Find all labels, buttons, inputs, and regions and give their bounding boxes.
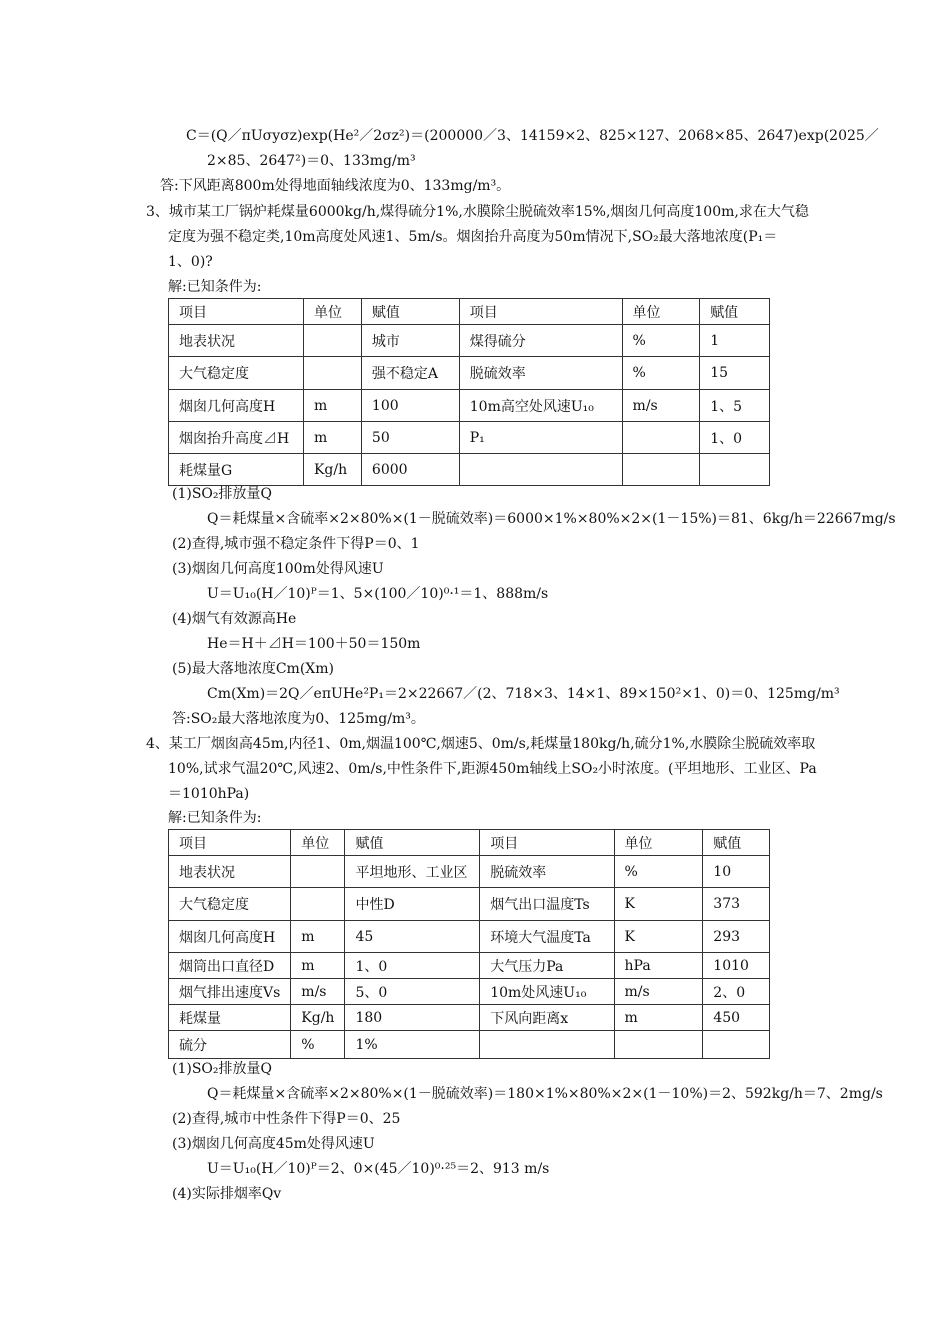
answer-line: 答:SO₂最大落地浓度为0、125mg/m³。 xyxy=(172,711,425,727)
solution-step: (2)查得,城市中性条件下得P＝0、25 xyxy=(172,1111,401,1127)
table-cell: 大气稳定度 xyxy=(169,357,304,390)
table-cell: 煤得硫分 xyxy=(459,325,622,357)
header-cell: 项目 xyxy=(459,299,622,325)
table-row xyxy=(169,325,770,357)
solution-step: (4)烟气有效源高He xyxy=(172,611,297,627)
table-row xyxy=(169,888,770,921)
table-cell: 烟囱几何高度H xyxy=(169,390,304,422)
header-cell: 项目 xyxy=(169,299,304,325)
table-cell: 下风向距离x xyxy=(480,1005,614,1031)
table-cell: Kg/h xyxy=(303,454,361,486)
table-cell: 5、0 xyxy=(345,979,480,1005)
table-cell: % xyxy=(291,1031,345,1059)
table-cell: % xyxy=(614,856,703,888)
table-cell: 373 xyxy=(703,888,770,921)
table-cell: P₁ xyxy=(459,422,622,454)
solution-formula: Q＝耗煤量×含硫率×2×80%×(1－脱硫效率)＝6000×1%×80%×2×(1－15%)＝81、6kg/h＝22667mg/s xyxy=(207,511,896,527)
solution-step: (3)烟囱几何高度45m处得风速U xyxy=(172,1136,375,1152)
table-cell: 450 xyxy=(703,1005,770,1031)
table-cell: 100 xyxy=(361,390,459,422)
table-header-row xyxy=(169,830,770,856)
table-row xyxy=(169,921,770,953)
table-cell: 45 xyxy=(345,921,480,953)
header-cell: 项目 xyxy=(480,830,614,856)
table-cell: 烟囱几何高度H xyxy=(169,921,291,953)
table-cell: m xyxy=(614,1005,703,1031)
table-cell: K xyxy=(614,921,703,953)
table-cell: m/s xyxy=(614,979,703,1005)
table-cell: 烟气排出速度Vs xyxy=(169,979,291,1005)
solution-step: (1)SO₂排放量Q xyxy=(172,486,272,502)
header-cell: 赋值 xyxy=(703,830,770,856)
solution-step: (5)最大落地浓度Cm(Xm) xyxy=(172,661,334,677)
table-cell xyxy=(291,856,345,888)
table-cell: 293 xyxy=(703,921,770,953)
table-cell: 1、5 xyxy=(700,390,770,422)
solution-formula: U＝U₁₀(H／10)ᴾ＝2、0×(45／10)⁰·²⁵＝2、913 m/s xyxy=(207,1161,550,1177)
table-cell: 脱硫效率 xyxy=(459,357,622,390)
table-cell: % xyxy=(622,357,700,390)
table-cell: 15 xyxy=(700,357,770,390)
solution-step: (2)查得,城市强不稳定条件下得P＝0、1 xyxy=(172,536,420,552)
problem-3-text: 1、0)? xyxy=(168,254,213,270)
table-cell: 烟囱抬升高度⊿H xyxy=(169,422,304,454)
table-row xyxy=(169,454,770,486)
table-row xyxy=(169,1005,770,1031)
table-cell: 硫分 xyxy=(169,1031,291,1059)
table-cell xyxy=(303,357,361,390)
problem-4-conditions-table xyxy=(168,829,770,1059)
table-cell: 1、0 xyxy=(345,953,480,979)
problem-4-text: 10%,试求气温20℃,风速2、0m/s,中性条件下,距源450m轴线上SO₂小时浓度。(平坦地形、工业区、Pa xyxy=(168,761,817,777)
table-cell: 50 xyxy=(361,422,459,454)
table-row xyxy=(169,979,770,1005)
table-cell: m/s xyxy=(291,979,345,1005)
solution-step: (4)实际排烟率Qv xyxy=(172,1186,282,1202)
table-cell: 强不稳定A xyxy=(361,357,459,390)
table-cell: 10m处风速U₁₀ xyxy=(480,979,614,1005)
table-cell xyxy=(291,888,345,921)
table-cell xyxy=(614,1031,703,1059)
table-cell: 脱硫效率 xyxy=(480,856,614,888)
header-cell: 赋值 xyxy=(361,299,459,325)
table-row xyxy=(169,856,770,888)
table-cell: 地表状况 xyxy=(169,856,291,888)
table-cell: 10 xyxy=(703,856,770,888)
table-cell: 平坦地形、工业区 xyxy=(345,856,480,888)
header-cell: 单位 xyxy=(622,299,700,325)
table-cell xyxy=(622,454,700,486)
table-cell xyxy=(703,1031,770,1059)
header-cell: 单位 xyxy=(614,830,703,856)
header-cell: 单位 xyxy=(291,830,345,856)
table-cell: 大气稳定度 xyxy=(169,888,291,921)
answer-line: 答:下风距离800m处得地面轴线浓度为0、133mg/m³。 xyxy=(160,178,511,194)
table-cell: 耗煤量G xyxy=(169,454,304,486)
header-cell: 赋值 xyxy=(345,830,480,856)
table-row xyxy=(169,953,770,979)
table-cell: K xyxy=(614,888,703,921)
table-cell: m xyxy=(303,422,361,454)
table-cell: 1、0 xyxy=(700,422,770,454)
problem-4-text: 4、某工厂烟囱高45m,内径1、0m,烟温100℃,烟速5、0m/s,耗煤量180kg/h,硫分1%,水膜除尘脱硫效率取 xyxy=(146,736,816,752)
table-cell: 180 xyxy=(345,1005,480,1031)
table-cell: 1% xyxy=(345,1031,480,1059)
table-cell xyxy=(303,325,361,357)
table-cell: 地表状况 xyxy=(169,325,304,357)
table-cell: m xyxy=(291,953,345,979)
table-row xyxy=(169,1031,770,1059)
table-cell xyxy=(700,454,770,486)
table-cell: m xyxy=(303,390,361,422)
table-cell: % xyxy=(622,325,700,357)
table-cell: 城市 xyxy=(361,325,459,357)
table-cell: 中性D xyxy=(345,888,480,921)
header-cell: 赋值 xyxy=(700,299,770,325)
table-cell: hPa xyxy=(614,953,703,979)
table-cell: m/s xyxy=(622,390,700,422)
formula-line: C＝(Q／πUσyσz)exp(He²／2σz²)＝(200000／3、14159×2、825×127、2068×85、2647)exp(2025／ xyxy=(186,128,879,144)
table-row xyxy=(169,390,770,422)
known-conditions-label: 解:已知条件为: xyxy=(168,279,262,295)
table-cell: 1 xyxy=(700,325,770,357)
solution-step: (3)烟囱几何高度100m处得风速U xyxy=(172,561,384,577)
table-header-row xyxy=(169,299,770,325)
problem-3-text: 定度为强不稳定类,10m高度处风速1、5m/s。烟囱抬升高度为50m情况下,SO₂最大落地浓度(P₁＝ xyxy=(168,229,778,245)
table-row xyxy=(169,422,770,454)
problem-3-conditions-table xyxy=(168,298,770,486)
known-conditions-label: 解:已知条件为: xyxy=(168,810,262,826)
table-cell: 10m高空处风速U₁₀ xyxy=(459,390,622,422)
table-cell xyxy=(480,1031,614,1059)
table-cell: m xyxy=(291,921,345,953)
table-cell: 6000 xyxy=(361,454,459,486)
problem-3-text: 3、城市某工厂锅炉耗煤量6000kg/h,煤得硫分1%,水膜除尘脱硫效率15%,烟囱几何高度100m,求在大气稳 xyxy=(146,204,809,220)
header-cell: 单位 xyxy=(303,299,361,325)
table-cell: 1010 xyxy=(703,953,770,979)
table-cell: 烟气出口温度Ts xyxy=(480,888,614,921)
table-cell: Kg/h xyxy=(291,1005,345,1031)
formula-line: 2×85、2647²)＝0、133mg/m³ xyxy=(207,153,416,169)
table-cell: 耗煤量 xyxy=(169,1005,291,1031)
solution-formula: He＝H＋⊿H＝100＋50＝150m xyxy=(207,636,421,652)
table-cell xyxy=(622,422,700,454)
solution-step: (1)SO₂排放量Q xyxy=(172,1061,272,1077)
table-row xyxy=(169,357,770,390)
header-cell: 项目 xyxy=(169,830,291,856)
table-cell: 2、0 xyxy=(703,979,770,1005)
solution-formula: U＝U₁₀(H／10)ᴾ＝1、5×(100／10)⁰·¹＝1、888m/s xyxy=(207,586,549,602)
table-cell: 环境大气温度Ta xyxy=(480,921,614,953)
solution-formula: Q＝耗煤量×含硫率×2×80%×(1－脱硫效率)＝180×1%×80%×2×(1－10%)＝2、592kg/h＝7、2mg/s xyxy=(207,1086,883,1102)
table-cell xyxy=(459,454,622,486)
solution-formula: Cm(Xm)＝2Q／eπUHe²P₁＝2×22667／(2、718×3、14×1、89×150²×1、0)＝0、125mg/m³ xyxy=(207,686,840,702)
table-cell: 大气压力Pa xyxy=(480,953,614,979)
table-cell: 烟筒出口直径D xyxy=(169,953,291,979)
problem-4-text: ＝1010hPa) xyxy=(168,786,250,802)
